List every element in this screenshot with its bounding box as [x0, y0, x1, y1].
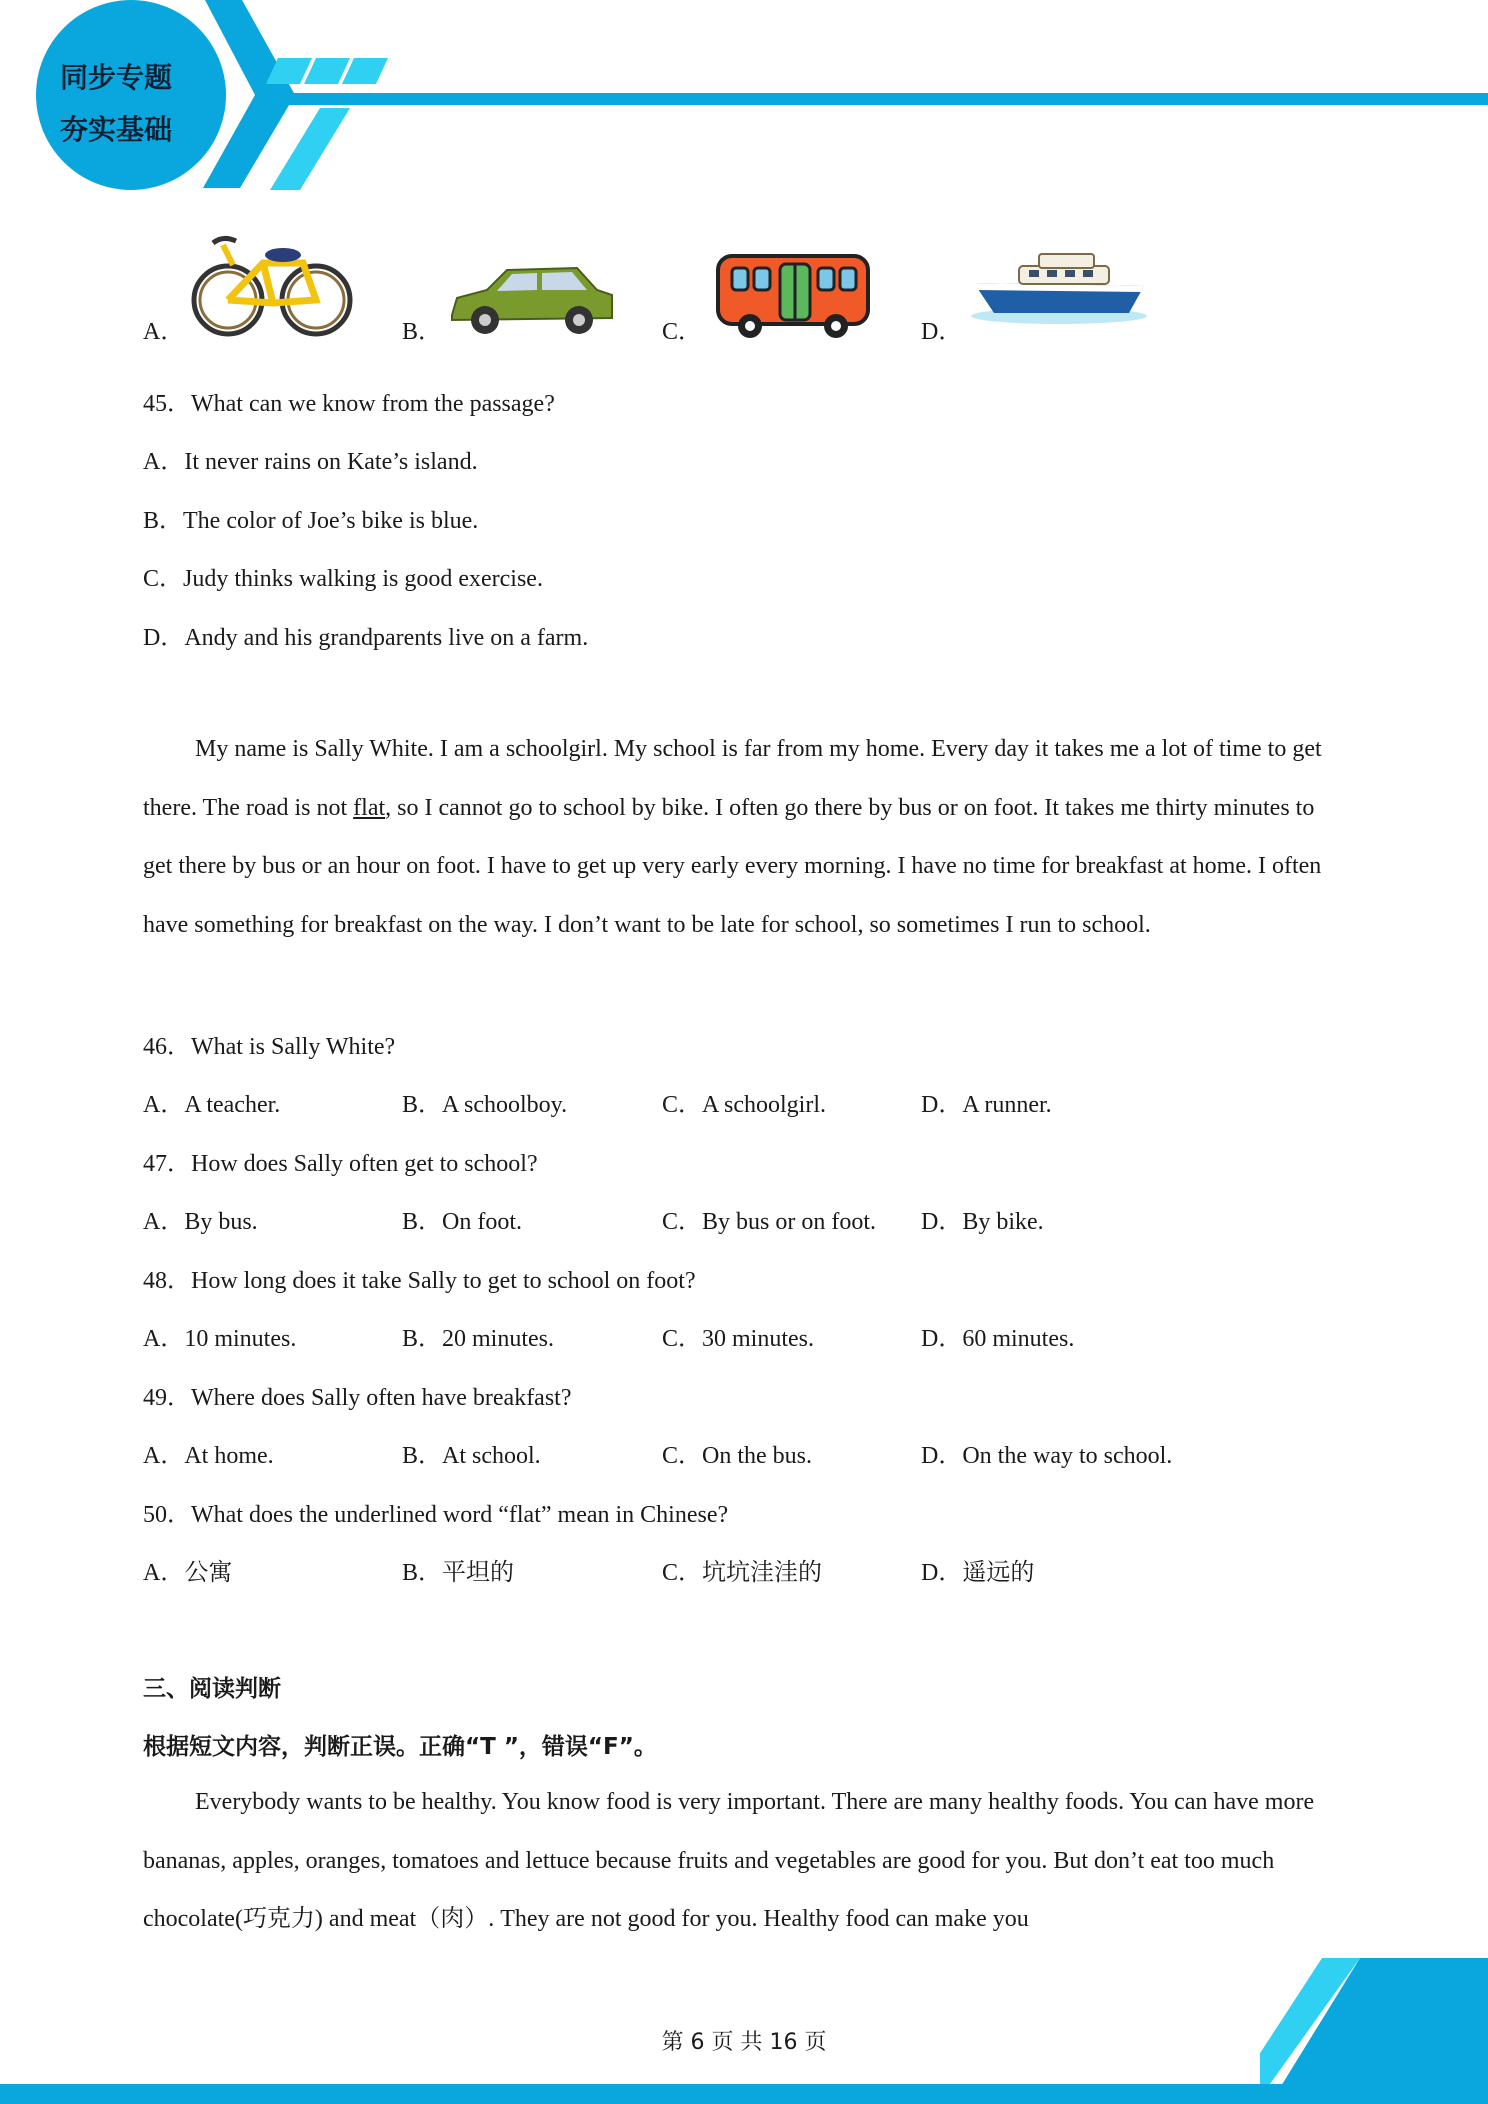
footer-bar: [0, 2084, 1488, 2104]
option-letter: A．: [143, 319, 185, 345]
ship-icon: [969, 248, 1149, 328]
header-badge-text: [60, 52, 210, 156]
q49-option-b: B．At school.: [402, 1443, 541, 1469]
badge-line-1: 同步专题: [60, 61, 173, 94]
reading-passage-2: [143, 720, 1343, 954]
question-45-stem: 45．What can we know from the passage?: [143, 391, 555, 417]
q46-option-a: A．A teacher.: [143, 1092, 281, 1118]
question-50-stem: 50．What does the underlined word “flat” mean in Chinese?: [143, 1502, 729, 1528]
badge-line-2: 夯实基础: [60, 113, 173, 146]
option-letter: D．: [921, 319, 963, 345]
q48-option-c: C．30 minutes.: [662, 1326, 815, 1352]
bicycle-icon: [188, 235, 368, 340]
q48-option-b: B．20 minutes.: [402, 1326, 555, 1352]
q45-option-b: B．The color of Joe’s bike is blue.: [143, 508, 479, 534]
q45-option-a: A．It never rains on Kate’s island.: [143, 449, 478, 475]
car-icon: [447, 260, 617, 345]
q49-option-a: A．At home.: [143, 1443, 274, 1469]
q45-option-c: C．Judy thinks walking is good exercise.: [143, 566, 543, 592]
q50-option-b: B．平坦的: [402, 1560, 515, 1586]
q47-option-d: D．By bike.: [921, 1209, 1044, 1235]
q48-option-d: D．60 minutes.: [921, 1326, 1075, 1352]
q44-image-options: [143, 230, 1243, 360]
question-48-stem: 48．How long does it take Sally to get to school on foot?: [143, 1268, 696, 1294]
passage-2-text-1: My name is Sally White. I am a schoolgirl. My school is far from my home. Every day it takes me a lot of time to get there. The road is not: [143, 736, 1322, 821]
bus-icon: [714, 252, 874, 342]
q50-option-c: C．坑坑洼洼的: [662, 1560, 823, 1586]
underlined-word: flat: [353, 794, 386, 821]
q47-option-a: A．By bus.: [143, 1209, 258, 1235]
page-header: [0, 0, 1488, 200]
q46-option-b: B．A schoolboy.: [402, 1092, 568, 1118]
question-46-stem: 46．What is Sally White?: [143, 1034, 396, 1060]
q50-option-d: D．遥远的: [921, 1560, 1035, 1586]
q46-option-c: C．A schoolgirl.: [662, 1092, 827, 1118]
q47-option-b: B．On foot.: [402, 1209, 522, 1235]
q50-option-a: A．公寓: [143, 1560, 233, 1586]
section-3-passage: Everybody wants to be healthy. You know food is very important. There are many healthy foods. You can have more bananas, apples, oranges, tomatoes and lettuce because fruits and vegetables are good for you. But don’t eat too much chocolate(巧克力) and meat（肉）. They are not good for you. Healthy food can make you: [143, 1789, 1315, 1933]
q49-option-d: D．On the way to school.: [921, 1443, 1173, 1469]
option-letter: C．: [662, 319, 703, 345]
passage-2-text-2: , so I cannot go to school by bike. I often go there by bus or on foot. It takes me thirty minutes to get there by bus or an hour on foot. I have to get up very early every morning. I have no time for breakfast at home. I often have something for breakfast on the way. I don’t want to be late for school, so sometimes I run to school.: [143, 794, 1322, 938]
q49-option-c: C．On the bus.: [662, 1443, 812, 1469]
option-letter: B．: [402, 319, 443, 345]
option-b-image: [402, 230, 652, 360]
q48-option-a: A．10 minutes.: [143, 1326, 297, 1352]
section-3-instruction: 根据短文内容，判断正误。正确“T ”，错误“F”。: [143, 1734, 657, 1760]
question-49-stem: 49．Where does Sally often have breakfast?: [143, 1385, 572, 1411]
question-47-stem: 47．How does Sally often get to school?: [143, 1151, 538, 1177]
section-3-title: 三、阅读判断: [143, 1676, 281, 1702]
option-d-image: [921, 230, 1201, 360]
q46-option-d: D．A runner.: [921, 1092, 1052, 1118]
option-a-image: [143, 230, 393, 360]
page-number: 第 6 页 共 16 页: [661, 2030, 827, 2055]
q47-option-c: C．By bus or on foot.: [662, 1209, 877, 1235]
q45-option-d: D．Andy and his grandparents live on a farm.: [143, 625, 589, 651]
option-c-image: [662, 230, 912, 360]
